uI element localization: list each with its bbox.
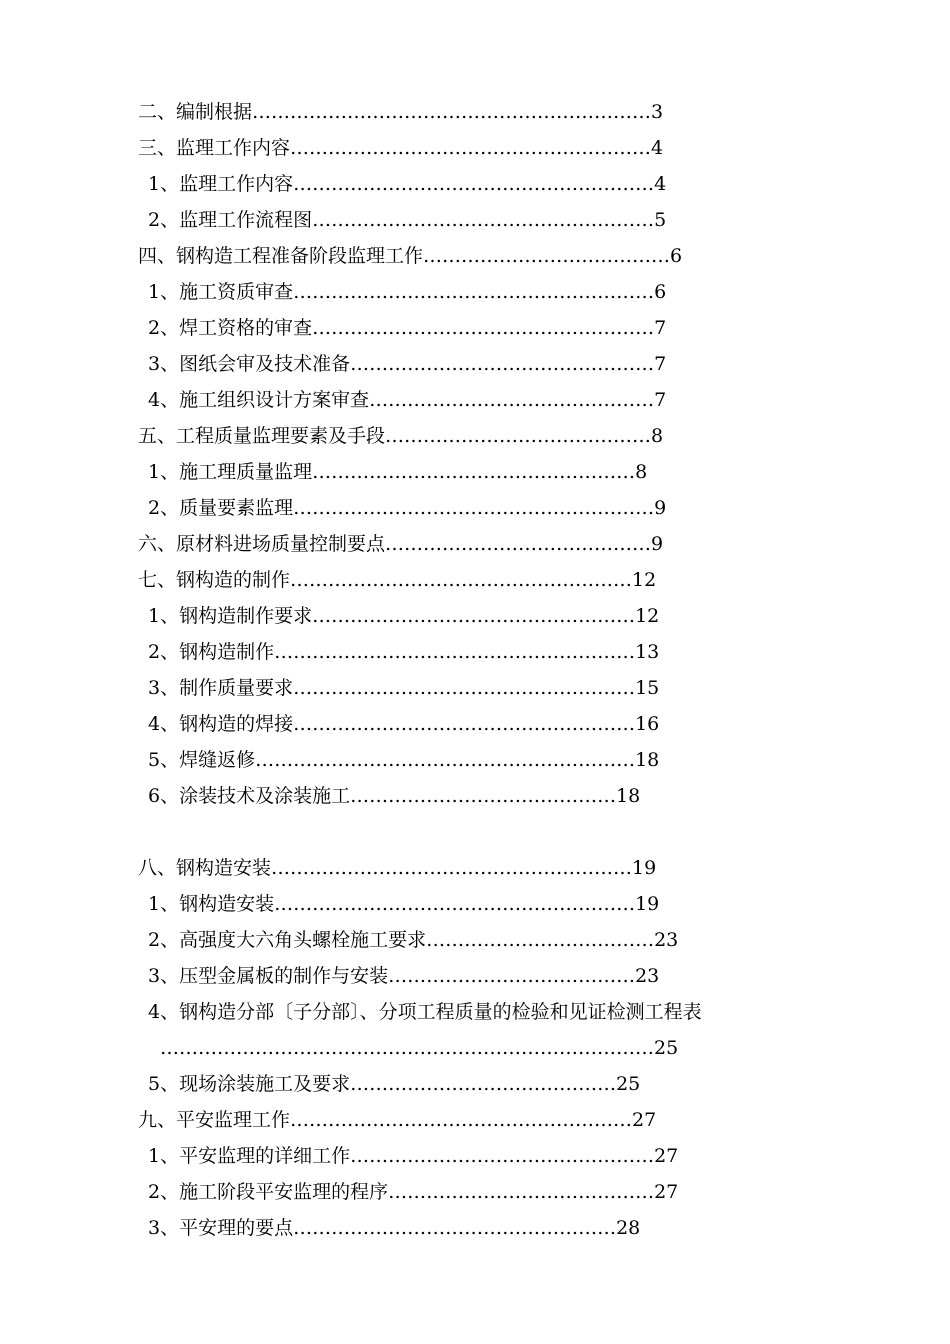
toc-leader-dots: ………………………………………………: [293, 713, 636, 735]
toc-entry-title: 九、平安监理工作: [138, 1109, 291, 1131]
toc-entry: [148, 382, 666, 418]
toc-leader-dots: …………………………………………………: [290, 137, 652, 159]
toc-page-number: 27: [654, 1145, 679, 1167]
toc-leader-dots: ………………………………………………: [290, 569, 633, 591]
toc-page-number: 7: [654, 389, 667, 411]
toc-leader-dots: …………………………………: [388, 965, 636, 987]
toc-entry-title: 1、施工理质量监理: [148, 461, 313, 483]
toc-entry-title: 2、钢构造制作: [148, 641, 275, 663]
toc-entry: [148, 490, 666, 526]
toc-leader-dots: ……………………………………………………: [255, 749, 636, 771]
toc-entry: [148, 778, 640, 814]
toc-entry: [160, 1030, 678, 1066]
toc-page-number: 9: [654, 497, 667, 519]
toc-entry-title: 五、工程质量监理要素及手段: [138, 425, 386, 447]
toc-page-number: 28: [616, 1217, 641, 1239]
toc-entry: [138, 850, 656, 886]
toc-entry-title: 三、监理工作内容: [138, 137, 291, 159]
toc-page-number: 3: [651, 101, 664, 123]
toc-entry: [148, 454, 647, 490]
toc-entry-title: 5、现场涂装施工及要求: [148, 1073, 351, 1095]
toc-leader-dots: …………………………………………………: [271, 857, 633, 879]
toc-entry: [148, 922, 678, 958]
toc-entry: [138, 130, 663, 166]
toc-entry: [148, 886, 659, 922]
toc-entry-title: 3、压型金属板的制作与安装: [148, 965, 389, 987]
toc-page-number: 18: [616, 785, 641, 807]
toc-page-number: 23: [654, 929, 679, 951]
toc-leader-dots: ……………………………………………: [312, 605, 636, 627]
toc-leader-dots: ……………………………………: [385, 533, 652, 555]
toc-entry-title: 4、钢构造的焊接: [148, 713, 294, 735]
toc-leader-dots: ……………………………………: [388, 1181, 655, 1203]
toc-leader-dots: ………………………………………………: [312, 317, 655, 339]
toc-page-number: 7: [654, 317, 667, 339]
toc-page-number: 25: [616, 1073, 641, 1095]
toc-entry: [148, 634, 659, 670]
toc-leader-dots: ………………………………………………: [312, 209, 655, 231]
toc-entry: [148, 598, 659, 634]
toc-entry: [148, 958, 659, 994]
toc-entry-title: 六、原材料进场质量控制要点: [138, 533, 386, 555]
toc-page-number: 13: [635, 641, 660, 663]
toc-leader-dots: ……………………………………: [350, 785, 617, 807]
toc-page-number: 15: [635, 677, 660, 699]
toc-page-number: 25: [654, 1037, 679, 1059]
toc-leader-dots: …………………………………………………: [274, 893, 636, 915]
toc-entry-title: 2、监理工作流程图: [148, 209, 313, 231]
toc-entry-title: 1、平安监理的详细工作: [148, 1145, 351, 1167]
toc-entry-title: 4、钢构造分部〔子分部〕、分项工程质量的检验和见证检测工程表: [148, 1001, 702, 1023]
toc-page-number: 7: [654, 353, 667, 375]
toc-entry: [148, 310, 666, 346]
toc-entry: [138, 238, 682, 274]
toc-entry-title: 2、施工阶段平安监理的程序: [148, 1181, 389, 1203]
toc-entry: [148, 1174, 678, 1210]
toc-entry: [148, 202, 666, 238]
toc-page-number: 5: [654, 209, 667, 231]
toc-page-number: 27: [632, 1109, 657, 1131]
toc-entry-title: 1、钢构造安装: [148, 893, 275, 915]
toc-leader-dots: …………………………………………………: [293, 173, 655, 195]
toc-leader-dots: ……………………………………………: [293, 1217, 617, 1239]
toc-entry: [148, 994, 702, 1030]
toc-page-number: 12: [635, 605, 660, 627]
toc-page-number: 18: [635, 749, 660, 771]
toc-entry-title: 1、钢构造制作要求: [148, 605, 313, 627]
toc-page-number: 8: [635, 461, 648, 483]
toc-entry: [148, 1066, 640, 1102]
toc-page-number: 6: [654, 281, 667, 303]
toc-page-number: 4: [651, 137, 664, 159]
toc-leader-dots: …………………………………………………: [293, 497, 655, 519]
toc-entry: [148, 274, 666, 310]
toc-leader-dots: ……………………………………: [385, 425, 652, 447]
toc-page-number: 19: [632, 857, 657, 879]
toc-entry-title: 3、图纸会审及技术准备: [148, 353, 351, 375]
toc-entry-title: 1、监理工作内容: [148, 173, 294, 195]
toc-page-number: 19: [635, 893, 660, 915]
toc-entry: [148, 1138, 678, 1174]
toc-entry: [148, 742, 659, 778]
toc-entry-title: 2、高强度大六角头螺栓施工要求: [148, 929, 427, 951]
toc-leader-dots: ………………………………………: [369, 389, 655, 411]
toc-page-number: 9: [651, 533, 664, 555]
toc-leader-dots: ………………………………………………: [290, 1109, 633, 1131]
toc-entry-title: 3、制作质量要求: [148, 677, 294, 699]
toc-leader-dots: ……………………………………………………………………: [160, 1037, 654, 1059]
toc-entry-title: 2、焊工资格的审查: [148, 317, 313, 339]
toc-leader-dots: …………………………………………: [350, 353, 655, 375]
toc-entry: [148, 346, 666, 382]
toc-leader-dots: ………………………………: [426, 929, 655, 951]
toc-entry-title: 七、钢构造的制作: [138, 569, 291, 591]
toc-entry-title: 八、钢构造安装: [138, 857, 272, 879]
toc-page-number: 23: [635, 965, 660, 987]
toc-entry: [138, 94, 663, 130]
toc-entry: [138, 562, 656, 598]
toc-leader-dots: ………………………………………………………: [252, 101, 652, 123]
toc-entry-title: 1、施工资质审查: [148, 281, 294, 303]
toc-leader-dots: ……………………………………………: [312, 461, 636, 483]
toc-entry-title: 四、钢构造工程准备阶段监理工作: [138, 245, 424, 267]
toc-entry-title: 6、涂装技术及涂装施工: [148, 785, 351, 807]
toc-leader-dots: …………………………………………………: [293, 281, 655, 303]
toc-page-number: 4: [654, 173, 667, 195]
toc-entry: [148, 1210, 640, 1246]
toc-page-number: 12: [632, 569, 657, 591]
toc-page-number: 16: [635, 713, 660, 735]
toc-leader-dots: …………………………………………: [350, 1145, 655, 1167]
toc-entry: [148, 166, 666, 202]
toc-page-number: 6: [670, 245, 683, 267]
toc-leader-dots: ……………………………………: [350, 1073, 617, 1095]
toc-leader-dots: …………………………………: [423, 245, 671, 267]
toc-entry: [138, 418, 663, 454]
toc-page-number: 27: [654, 1181, 679, 1203]
toc-entry-title: 5、焊缝返修: [148, 749, 256, 771]
toc-entry: [148, 706, 659, 742]
toc-entry: [148, 670, 659, 706]
toc-leader-dots: …………………………………………………: [274, 641, 636, 663]
toc-entry-title: 二、编制根据: [138, 101, 253, 123]
toc-entry-title: 4、施工组织设计方案审查: [148, 389, 370, 411]
toc-leader-dots: ………………………………………………: [293, 677, 636, 699]
toc-entry-title: 3、平安理的要点: [148, 1217, 294, 1239]
toc-page-number: 8: [651, 425, 664, 447]
toc-entry-title: 2、质量要素监理: [148, 497, 294, 519]
toc-entry: [138, 526, 663, 562]
toc-entry: [138, 1102, 656, 1138]
